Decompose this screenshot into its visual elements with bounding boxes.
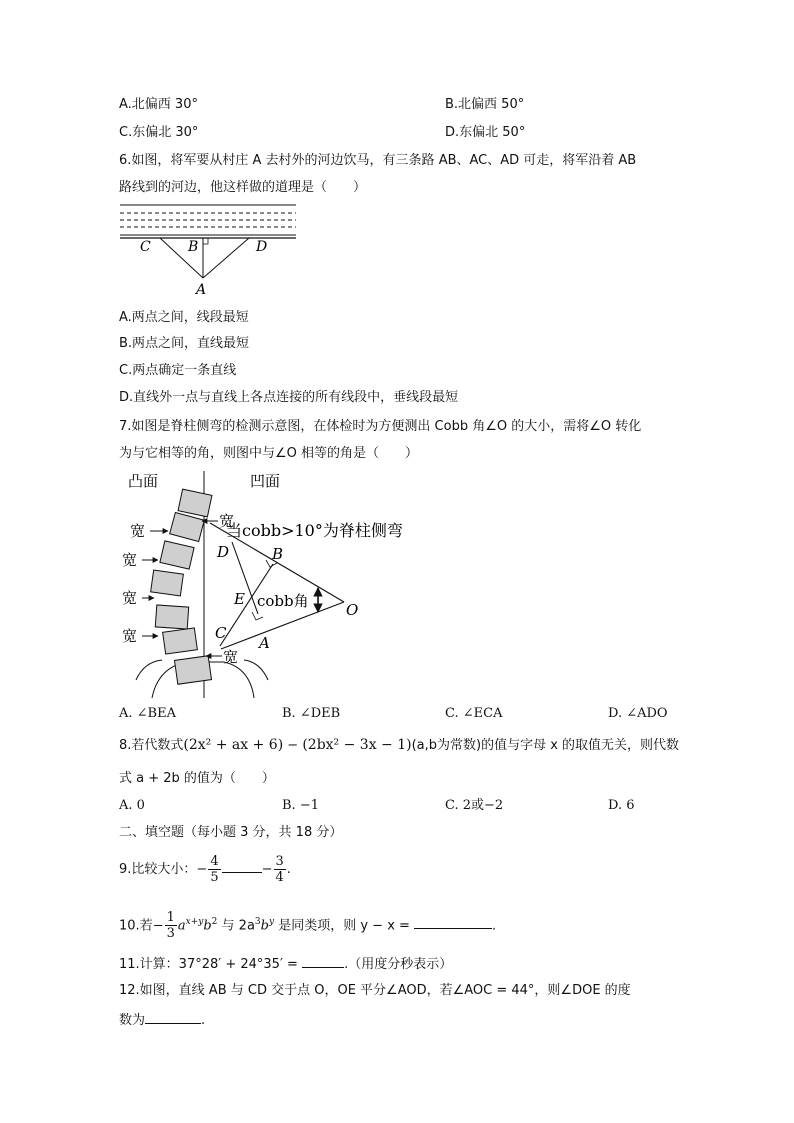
q6-stem-line1: 6.如图，将军要从村庄 A 去村外的河边饮马，有三条路 AB、AC、AD 可走，将军沿着 AB: [119, 153, 637, 168]
section-fill-in-heading: 二、填空题（每小题 3 分，共 18 分）: [119, 825, 343, 840]
q7-label-wide-4: 宽: [122, 627, 138, 645]
q9-answer-blank[interactable]: [222, 859, 262, 873]
q7-caption: 当cobb>10°为脊柱侧弯: [226, 521, 403, 540]
q11-prefix: 11.计算：37°28′ + 24°35′ =: [119, 957, 303, 972]
q5-option-d: D.东偏北 50°: [445, 125, 526, 140]
q11-answer-blank[interactable]: [302, 954, 344, 968]
q7-option-d: D. ∠ADO: [608, 706, 668, 721]
q10-exp-3: 3: [254, 917, 261, 927]
q8-expr2: (2bx² − 3x − 1): [302, 737, 412, 753]
q6-stem-line2: 路线到的河边，他这样做的道理是（ ）: [119, 180, 367, 195]
q10-term-a: a: [177, 918, 186, 934]
q10-exp-y: y: [268, 917, 275, 927]
q6-point-d: D: [256, 239, 268, 255]
q7-spine-figure: [118, 466, 403, 700]
q10-exp-2: 2: [211, 917, 218, 927]
q7-option-b: B. ∠DEB: [282, 706, 341, 721]
q7-label-concave: 凹面: [250, 472, 281, 490]
q6-point-b: B: [188, 239, 199, 255]
q6-option-b: B.两点之间，直线最短: [119, 336, 250, 351]
q7-point-d: D: [217, 543, 230, 561]
q7-point-o: O: [346, 601, 359, 619]
q9-minus-1: −: [196, 862, 208, 877]
q7-point-e: E: [234, 590, 245, 608]
q7-option-c: C. ∠ECA: [445, 706, 503, 721]
q8-minus: −: [283, 738, 303, 753]
q8-option-d: D. 6: [608, 798, 635, 813]
q7-label-wide-1: 宽: [130, 522, 146, 540]
q9-fraction-2: $\frac{3}{4}$: [275, 854, 284, 885]
q7-label-wide-bottom: 宽: [223, 648, 239, 666]
q10-minus: −: [152, 918, 164, 934]
q10-term-b2: b: [260, 918, 269, 934]
q8-option-a: A. 0: [119, 798, 145, 813]
q8-prefix: 8.若代数式: [119, 738, 184, 753]
q6-river-figure: [118, 202, 300, 298]
q7-label-wide-top: 宽: [219, 512, 235, 530]
q7-label-wide-2: 宽: [122, 551, 138, 569]
q10-exp-xy: x+y: [185, 917, 204, 927]
q11-end: .（用度分秒表示）: [344, 957, 453, 972]
q9-fraction-1: $\frac{4}{5}$: [210, 854, 219, 885]
q6-point-a: A: [196, 282, 207, 298]
q11-line: [119, 954, 452, 974]
q7-label-wide-3: 宽: [122, 589, 138, 607]
q9-line: [119, 853, 291, 887]
q7-label-cobb-angle: cobb角: [257, 592, 309, 610]
q10-answer-blank[interactable]: [414, 915, 492, 929]
q7-option-a: A. ∠BEA: [119, 706, 176, 721]
q12-stem-line2: [119, 1010, 205, 1030]
q5-option-a: A.北偏西 30°: [119, 97, 198, 112]
q6-option-c: C.两点确定一条直线: [119, 363, 237, 378]
q8-option-c: C. 2或−2: [445, 798, 504, 813]
q7-point-b: B: [272, 545, 284, 563]
q7-point-c: C: [215, 624, 227, 642]
q10-prefix: 10.若: [119, 918, 153, 934]
q9-minus-2: −: [261, 862, 273, 877]
q9-prefix: 9.比较大小：: [119, 862, 197, 877]
q8-expr1: (2x² + ax + 6): [183, 737, 284, 753]
q8-stem-line2: 式 a + 2b 的值为（ ）: [119, 771, 275, 786]
q7-point-a: A: [259, 634, 270, 652]
q10-tail: 是同类项，则 y − x =: [274, 918, 415, 934]
q8-mid: (a,b为常数)的值与字母 x 的取值无关，则代数: [411, 738, 680, 753]
q8-option-b: B. −1: [282, 798, 319, 813]
q10-term-2a: 与 2a: [217, 918, 255, 934]
q6-option-d: D.直线外一点与直线上各点连接的所有线段中，垂线段最短: [119, 390, 459, 405]
q5-option-b: B.北偏西 50°: [445, 97, 525, 112]
q10-line: [119, 905, 496, 943]
q8-stem-line1: [119, 736, 679, 755]
q6-point-c: C: [140, 239, 151, 255]
q7-stem-line2: 为与它相等的角，则图中与∠O 相等的角是（ ）: [119, 446, 419, 461]
q10-term-b: b: [203, 918, 212, 934]
q7-stem-line1: 7.如图是脊柱侧弯的检测示意图，在体检时为方便测出 Cobb 角∠O 的大小，需将∠O 转化: [119, 419, 642, 434]
q10-fraction: $\frac{1}{3}$: [166, 910, 175, 942]
q7-label-convex: 凸面: [128, 472, 159, 490]
q12-prefix: 数为: [119, 1013, 146, 1028]
q5-option-c: C.东偏北 30°: [119, 125, 199, 140]
q12-stem-line1: 12.如图，直线 AB 与 CD 交于点 O，OE 平分∠AOD，若∠AOC = 44°，则∠DOE 的度: [119, 983, 631, 998]
q6-option-a: A.两点之间，线段最短: [119, 310, 249, 325]
q9-end: .: [286, 862, 291, 877]
q10-end: .: [492, 918, 497, 934]
q12-end: .: [201, 1013, 206, 1028]
q12-answer-blank[interactable]: [145, 1010, 201, 1024]
